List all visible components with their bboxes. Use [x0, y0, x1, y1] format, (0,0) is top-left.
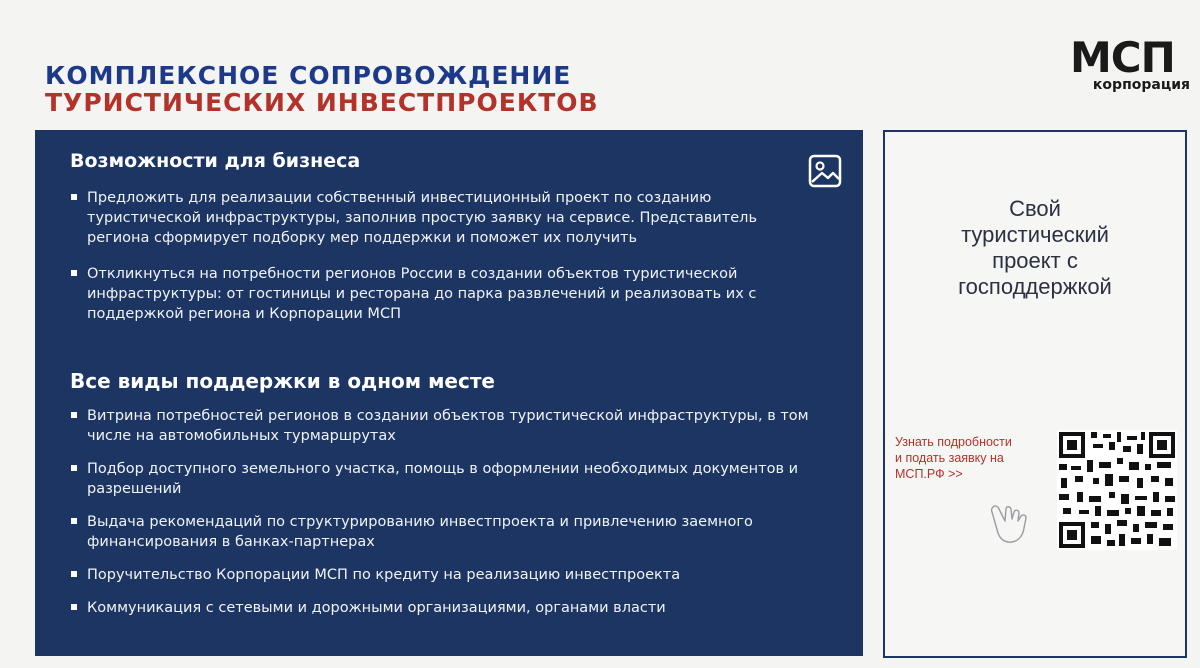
cta-link[interactable]: Узнать подробности и подать заявку на МСП.РФ >> [895, 435, 1012, 481]
list-item: Коммуникация с сетевыми и дорожными организациями, органами власти [70, 598, 810, 618]
list-item: Подбор доступного земельного участка, помощь в оформлении необходимых документов и разрешений [70, 459, 810, 499]
list-item: Предложить для реализации собственный инвестиционный проект по созданию туристической инфраструктуры, заполнив простую заявку на сервисе. Представитель региона сформирует подборку мер поддержки и поможет их получить [70, 188, 810, 248]
section-heading-support: Все виды поддержки в одном месте [70, 369, 495, 393]
promo-card [883, 130, 1187, 658]
list-item: Витрина потребностей регионов в создании объектов туристической инфраструктуры, в том числе на автомобильных турмаршрутах [70, 406, 810, 446]
list-item: Поручительство Корпорации МСП по кредиту на реализацию инвестпроекта [70, 565, 810, 585]
promo-text: Свой туристический проект с господдержкой [958, 196, 1112, 299]
hand-pointer-icon [985, 497, 1041, 547]
info-panel [35, 130, 863, 656]
support-list [70, 406, 810, 631]
logo-mark: МСП [1070, 33, 1175, 82]
page-title-line2: ТУРИСТИЧЕСКИХ ИНВЕСТПРОЕКТОВ [45, 88, 599, 117]
list-item: Откликнуться на потребности регионов России в создании объектов туристической инфраструктуры: от гостиницы и ресторана до парка развлечений и реализовать их с поддержкой региона и Корпорации МСП [70, 264, 810, 324]
image-icon [808, 154, 842, 188]
page-title-line1: КОМПЛЕКСНОЕ СОПРОВОЖДЕНИЕ [45, 61, 572, 90]
msp-logo [1066, 33, 1190, 94]
opportunities-list [70, 188, 810, 340]
page-title [45, 62, 599, 116]
logo-subtitle: корпорация [1092, 77, 1190, 93]
qr-code-icon[interactable] [1057, 430, 1177, 550]
list-item: Выдача рекомендаций по структурированию инвестпроекта и привлечению заемного финансирования в банках-партнерах [70, 512, 810, 552]
section-heading-opportunities: Возможности для бизнеса [70, 150, 361, 172]
